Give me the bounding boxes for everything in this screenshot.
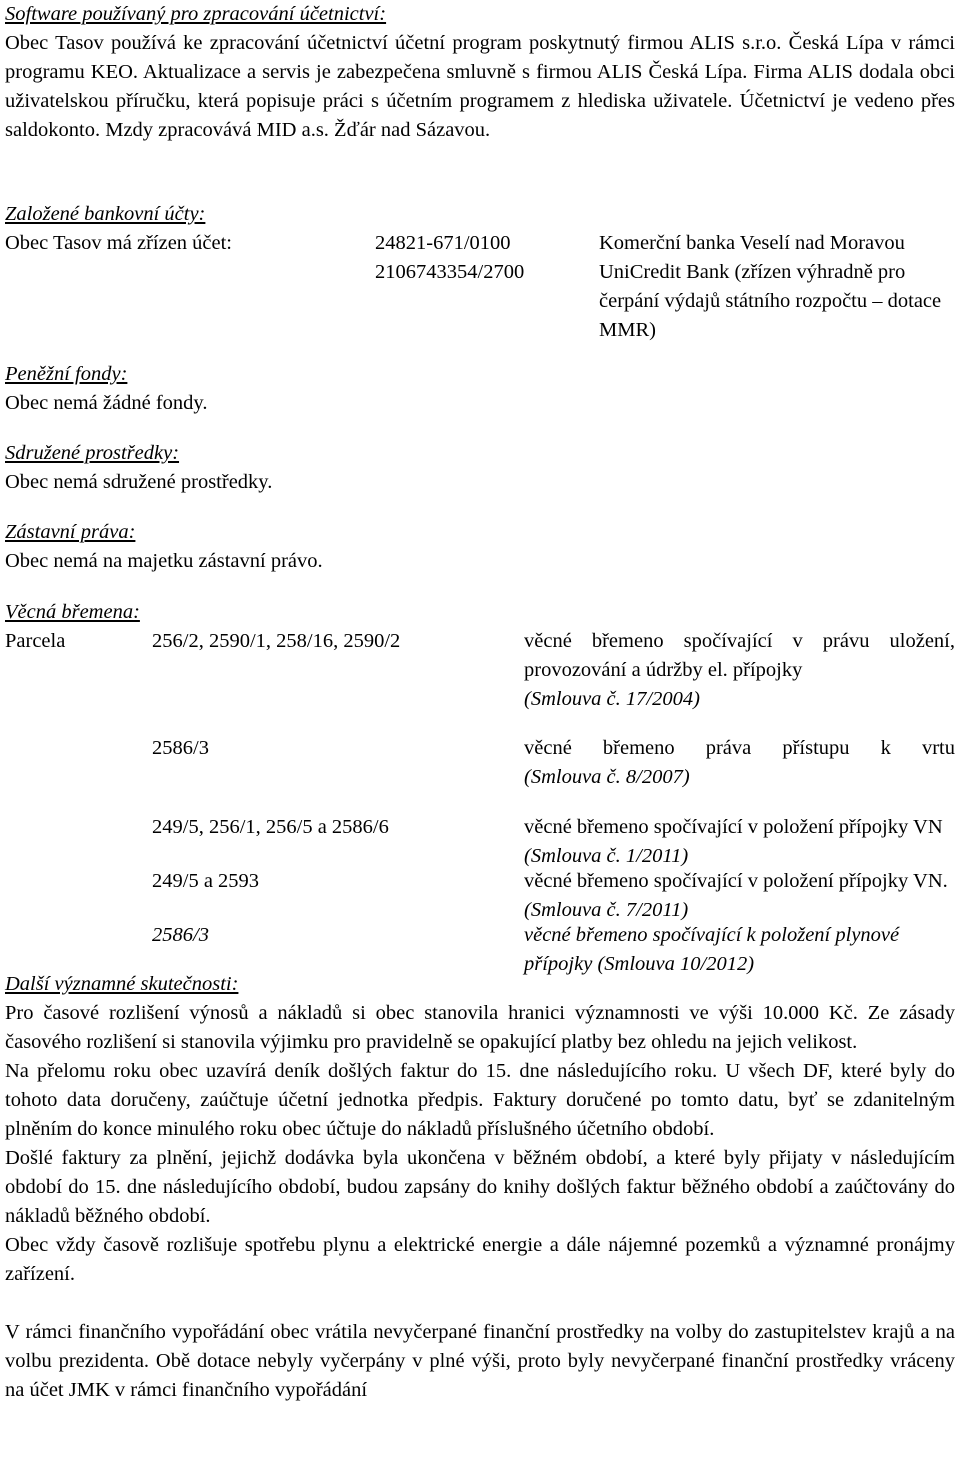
bank-section — [5, 200, 955, 339]
account-bank: UniCredit Bank (zřízen výhradně pro čerpání výdajů státního rozpočtu – dotace MMR) — [599, 261, 942, 341]
account-number: 2106743354/2700 — [375, 261, 525, 283]
easement-desc: věcné břemeno spočívající v položení přípojky VN — [524, 816, 943, 838]
funds-section — [5, 360, 955, 418]
pooled-section — [5, 439, 955, 497]
other-paragraph: Pro časové rozlišení výnosů a nákladů si obec stanovila hranici významnosti ve výši 10.000 Kč. Ze zásady časového rozlišení si stanovila výjimku pro pravidelně se opakující platby bez ohledu na jejich velikost. — [5, 1002, 955, 1053]
other-paragraph: Na přelomu roku obec uzavírá deník došlých faktur do 15. dne následujícího roku. U všech DF, které byly do tohoto data doručeny, zaúčtuje účetní jednotka předpis. Faktury doručené po tomto datu, byť se zdanitelným plněním do konce minulého roku obec účtuje do nákladů příslušného účetního období. — [5, 1060, 955, 1140]
funds-heading: Peněžní fondy: — [5, 363, 128, 385]
bank-label: Obec Tasov má zřízen účet: — [5, 232, 233, 254]
other-paragraph: Obec vždy časově rozlišuje spotřebu plynu a elektrické energie a dále nájemné pozemků a významné pronájmy zařízení. — [5, 1234, 955, 1285]
easement-desc: věcné břemeno spočívající v právu uložení, provozování a údržby el. přípojky — [524, 630, 955, 681]
other-heading: Další významné skutečnosti: — [5, 973, 239, 995]
easement-contract: (Smlouva č. 17/2004) — [524, 688, 700, 710]
parcel-number: 249/5, 256/1, 256/5 a 2586/6 — [152, 816, 389, 838]
pooled-text: Obec nemá sdružené prostředky. — [5, 471, 273, 493]
parcel-label: Parcela — [5, 630, 66, 652]
easement-contract: (Smlouva č. 1/2011) — [524, 845, 689, 867]
easement-item — [524, 627, 955, 714]
easement-contract: (Smlouva 10/2012) — [597, 953, 755, 975]
parcel-number: 249/5 a 2593 — [152, 870, 260, 892]
software-section — [5, 0, 955, 145]
liens-section — [5, 518, 955, 576]
parcel-number: 2586/3 — [152, 924, 209, 946]
other-paragraph: Došlé faktury za plnění, jejichž dodávka byla ukončena v běžném období, a které byly přijaty v následujícím období do 15. dne následujícího období, budou zapsány do knihy došlých faktur běžného období a zaúčtovány do nákladů běžného období. — [5, 1147, 955, 1227]
easement-item — [524, 867, 955, 925]
easement-desc: věcné břemeno práva přístupu k vrtu — [524, 737, 955, 759]
easements-heading: Věcná břemena: — [5, 601, 140, 623]
software-heading: Software používaný pro zpracování účetnictví: — [5, 3, 387, 25]
easements-section — [5, 598, 955, 975]
liens-text: Obec nemá na majetku zástavní právo. — [5, 550, 323, 572]
bank-heading: Založené bankovní účty: — [5, 203, 206, 225]
liens-heading: Zástavní práva: — [5, 521, 136, 543]
easement-contract: (Smlouva č. 8/2007) — [524, 766, 690, 788]
easement-item — [524, 734, 955, 792]
funds-text: Obec nemá žádné fondy. — [5, 392, 208, 414]
parcel-number: 2586/3 — [152, 737, 209, 759]
software-paragraph: Obec Tasov používá ke zpracování účetnictví účetní program poskytnutý firmou ALIS s.r.o. Česká Lípa v rámci programu KEO. Aktualizace a servis je zabezpečena smluvně s firmou ALIS Česká Lípa. Firma ALIS dodala obci uživatelskou příručku, která popisuje práci s účetním programem z hlediska uživatele. Účetnictví je vedeno přes saldokonto. Mzdy zpracovává MID a.s. Žďár nad Sázavou. — [5, 32, 955, 141]
other-paragraph: V rámci finančního vypořádání obec vrátila nevyčerpané finanční prostředky na volby do zastupitelstev krajů a na volbu prezidenta. Obě dotace nebyly vyčerpány v plné výši, proto byly nevyčerpané finanční prostředky vráceny na účet JMK v rámci finančního vypořádání — [5, 1321, 955, 1401]
easement-item — [524, 813, 955, 871]
bank-accounts — [5, 229, 955, 339]
other-section — [5, 970, 955, 1405]
easement-desc: věcné břemeno spočívající v položení přípojky VN. — [524, 870, 948, 892]
easement-contract: (Smlouva č. 7/2011) — [524, 899, 689, 921]
easements-table — [5, 627, 955, 975]
account-bank: Komerční banka Veselí nad Moravou — [599, 232, 905, 254]
pooled-heading: Sdružené prostředky: — [5, 442, 180, 464]
easement-desc: věcné břemeno spočívající k položení plynové přípojky — [524, 924, 900, 975]
account-number: 24821-671/0100 — [375, 232, 511, 254]
parcel-number: 256/2, 2590/1, 258/16, 2590/2 — [152, 630, 401, 652]
